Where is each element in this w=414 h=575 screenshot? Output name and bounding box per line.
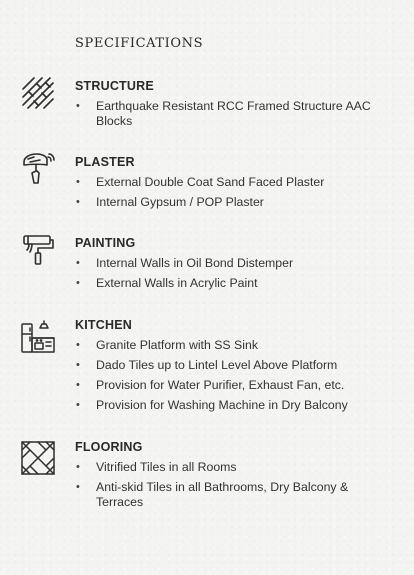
list-item: • Anti-skid Tiles in all Bathrooms, Dry Balcony & Terraces: [76, 480, 349, 509]
section-heading: STRUCTURE: [75, 79, 154, 93]
page-title: SPECIFICATIONS: [75, 36, 204, 51]
list-item: • Granite Platform with SS Sink: [76, 338, 258, 352]
list-item: • Internal Walls in Oil Bond Distemper: [76, 256, 294, 270]
list-item: • Vitrified Tiles in all Rooms: [76, 460, 237, 474]
list-item: • Dado Tiles up to Lintel Level Above Platform: [76, 358, 338, 372]
item-list: [75, 460, 395, 515]
list-item: • External Double Coat Sand Faced Plaster: [76, 175, 325, 189]
section-heading: PLASTER: [75, 155, 135, 169]
list-item: • Internal Gypsum / POP Plaster: [76, 195, 264, 209]
item-list: [75, 338, 395, 418]
list-item: • Provision for Washing Machine in Dry Balcony: [76, 398, 348, 412]
item-list: [75, 99, 395, 134]
paint-roller-icon: [20, 232, 56, 268]
list-item: • Provision for Water Purifier, Exhaust Fan, etc.: [76, 378, 345, 392]
structure-brick-icon: [20, 75, 56, 111]
plaster-trowel-icon: [20, 151, 56, 187]
flooring-tiles-icon: [20, 440, 56, 476]
list-item: • Earthquake Resistant RCC Framed Structure AAC Blocks: [76, 99, 371, 128]
list-item: • External Walls in Acrylic Paint: [76, 276, 258, 290]
item-list: [75, 175, 395, 215]
item-list: [75, 256, 395, 296]
section-heading: FLOORING: [75, 440, 143, 454]
section-heading: PAINTING: [75, 236, 136, 250]
kitchen-icon: [20, 318, 56, 354]
section-heading: KITCHEN: [75, 318, 132, 332]
